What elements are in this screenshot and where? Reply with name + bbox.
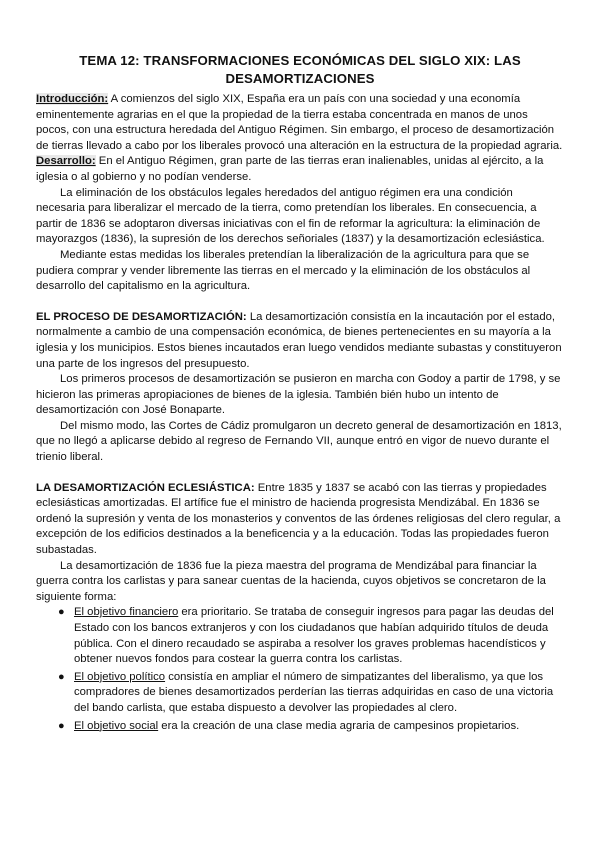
proceso-paragraph-2: Los primeros procesos de desamortización se pusieron en marcha con Godoy a partir de 1798, y se hicieron las primeras apropiaciones de bienes de la iglesia. También bién hubo un intento de desamortización con José Bonaparte. (36, 373, 561, 417)
eclesiastica-paragraph-2: La desamortización de 1836 fue la pieza maestra del programa de Mendizábal para financiar la guerra contra los carlistas y para sanear cuentas de la hacienda, cuyos objetivos se concretaron de la siguiente forma: (36, 559, 546, 603)
bullet-icon: ● (58, 606, 65, 619)
intro-text: A comienzos del siglo XIX, España era un país con una sociedad y una economía eminentemente agrarias en el que la propiedad de la tierra estaba concentrada en manos de unos pocos, con una estructura heredada del Antiguo Régimen. Sin embargo, el proceso de desamortización de tierras llevado a cabo por los liberales provocó una alteración en la estructura de la propiedad agraria. (36, 93, 563, 152)
bullet-icon: ● (58, 670, 65, 683)
list-item (58, 719, 564, 735)
objetivo-term: El objetivo social (74, 719, 159, 732)
objetivo-text: era prioritario. Se trataba de conseguir ingresos para pagar las deudas del Estado con los bancos extranjeros y con los ciudadanos que habían adquirido títulos de deuda pública. Con el dinero recaudado se aspiraba a resolver los graves problemas hacendísticos y obtener nuevos fondos para costear la guerra contra los carlistas. (74, 606, 554, 666)
desarrollo-label: Desarrollo: (36, 155, 96, 168)
proceso-heading: EL PROCESO DE DESAMORTIZACIÓN: (36, 310, 247, 323)
proceso-paragraph-3: Del mismo modo, las Cortes de Cádiz promulgaron un decreto general de desamortización en 1813, que no llegó a aplicarse debido al regreso de Fernando VII, aunque entró en vigor de nuevo durante el trienio liberal. (36, 419, 562, 464)
eclesiastica-heading: LA DESAMORTIZACIÓN ECLESIÁSTICA: (36, 481, 255, 494)
objetivo-term: El objetivo político (74, 670, 166, 683)
proceso-text: La desamortización consistía en la incautación por el estado, normalmente a cambio de una compensación económica, de bienes pertenecientes en su mayoría a la iglesia y los municipios. Estos bienes incautados eran luego vendidos mediante subastas y constituyeron una parte de los ingresos del presupuesto. (36, 310, 562, 370)
eclesiastica-paragraph (36, 481, 564, 559)
objetivo-text: era la creación de una clase media agraria de campesinos propietarios. (158, 719, 520, 732)
desarrollo-text: En el Antiguo Régimen, gran parte de las tierras eran inalienables, unidas al ejército, a la iglesia o al gobierno y no podían venderse. (36, 155, 544, 183)
intro-paragraph (36, 92, 564, 154)
objetivo-text: consistía en ampliar el número de simpatizantes del liberalismo, ya que los compradores de bienes desamortizados perderían las tierras adquiridas en caso de una victoria del bando carlista, que estaba dispuesto a devolver las propiedades al clero. (74, 670, 554, 714)
desarrollo-paragraph (36, 154, 564, 185)
objetivo-term: El objetivo financiero (74, 606, 179, 619)
desarrollo-paragraph-3: Mediante estas medidas los liberales pretendían la liberalización de la agricultura para que se pudiera comprar y vender libremente las tierras en el mercado y la eliminación de los obstáculos al desarrollo del capitalismo en la agricultura. (36, 248, 531, 293)
bullet-icon: ● (58, 719, 65, 732)
list-item (58, 670, 564, 717)
objetivos-list (36, 605, 564, 734)
list-item (58, 605, 564, 667)
document-title: TEMA 12: TRANSFORMACIONES ECONÓMICAS DEL SIGLO XIX: LAS DESAMORTIZACIONES (79, 53, 521, 86)
proceso-paragraph (36, 310, 564, 372)
eclesiastica-text: Entre 1835 y 1837 se acabó con las tierras y propiedades eclesiásticas amortizadas. El artífice fue el ministro de hacienda progresista Mendizábal. En 1836 se ordenó la supresión y venta de los monasterios y conventos de las órdenes religiosas del clero regular, a excepción de los edificios destinados a la beneficencia y a la educación. Todas las propiedades fueron subastadas. (36, 481, 561, 557)
intro-label: Introducción: (36, 93, 109, 105)
desarrollo-paragraph-2: La eliminación de los obstáculos legales heredados del antiguo régimen era una condición necesaria para liberalizar el mercado de la tierra, como pretendían los liberales. En consecuencia, a partir de 1836 se adoptaron diversas iniciativas con el fin de reformar la agricultura: la eliminación de mayorazgos (1836), la supresión de los derechos señoriales (1837) y la desamortización eclesiástica. (36, 186, 545, 246)
